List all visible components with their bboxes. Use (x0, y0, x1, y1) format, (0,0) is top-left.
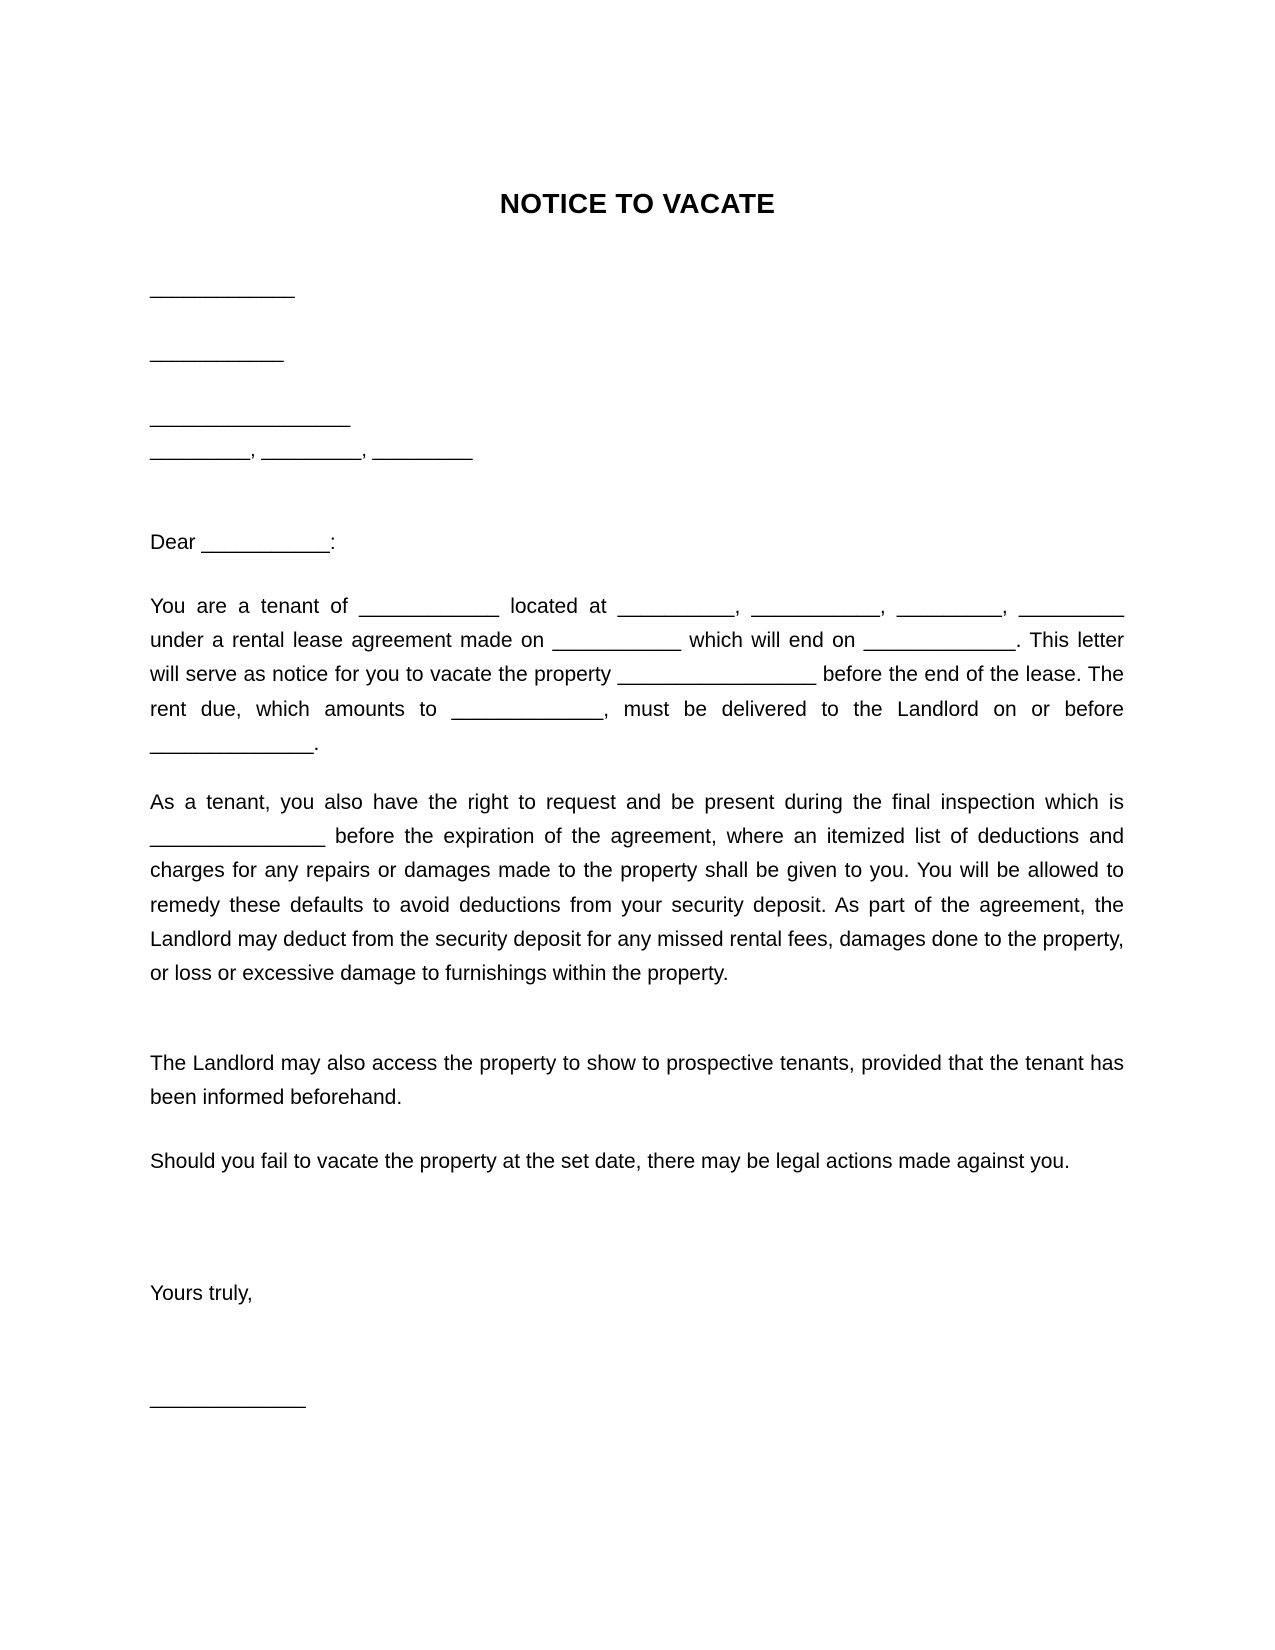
paragraph-legal: Should you fail to vacate the property at the set date, there may be legal actions made against you. (150, 1150, 1070, 1173)
paragraph-tenancy: You are a tenant of ____________ located at __________, ___________, _________, _________ under a rental lease agreement made on ___________ which will end on _____________. This letter will serve as notice for you to vacate the property _________________ before the end of the lease. The rent due, which amounts to _____________, must be delivered to the Landlord on or before ______________. (150, 595, 1124, 755)
recipient-name-line: _____________ (150, 277, 295, 299)
paragraph-inspection: As a tenant, you also have the right to request and be present during the final inspection which is _______________ before the expiration of the agreement, where an itemized list of deductions and charges for any repairs or damages made to the property shall be given to you. You will be allowed to remedy these defaults to avoid deductions from your security deposit. As part of the agreement, the Landlord may deduct from the security deposit for any missed rental fees, damages done to the property, or loss or excessive damage to furnishings within the property. (150, 791, 1124, 986)
paragraph-access: The Landlord may also access the property to show to prospective tenants, provided that the tenant has been informed beforehand. (150, 1052, 1124, 1110)
salutation: Dear ___________: (150, 531, 336, 554)
document-title: NOTICE TO VACATE (499, 188, 776, 219)
recipient-title-line: ____________ (150, 341, 284, 363)
recipient-city-state-zip-line: _________, _________, _________ (150, 439, 473, 461)
recipient-street-line: __________________ (150, 406, 351, 428)
closing: Yours truly, (150, 1282, 253, 1305)
signature-line: ______________ (150, 1387, 306, 1409)
